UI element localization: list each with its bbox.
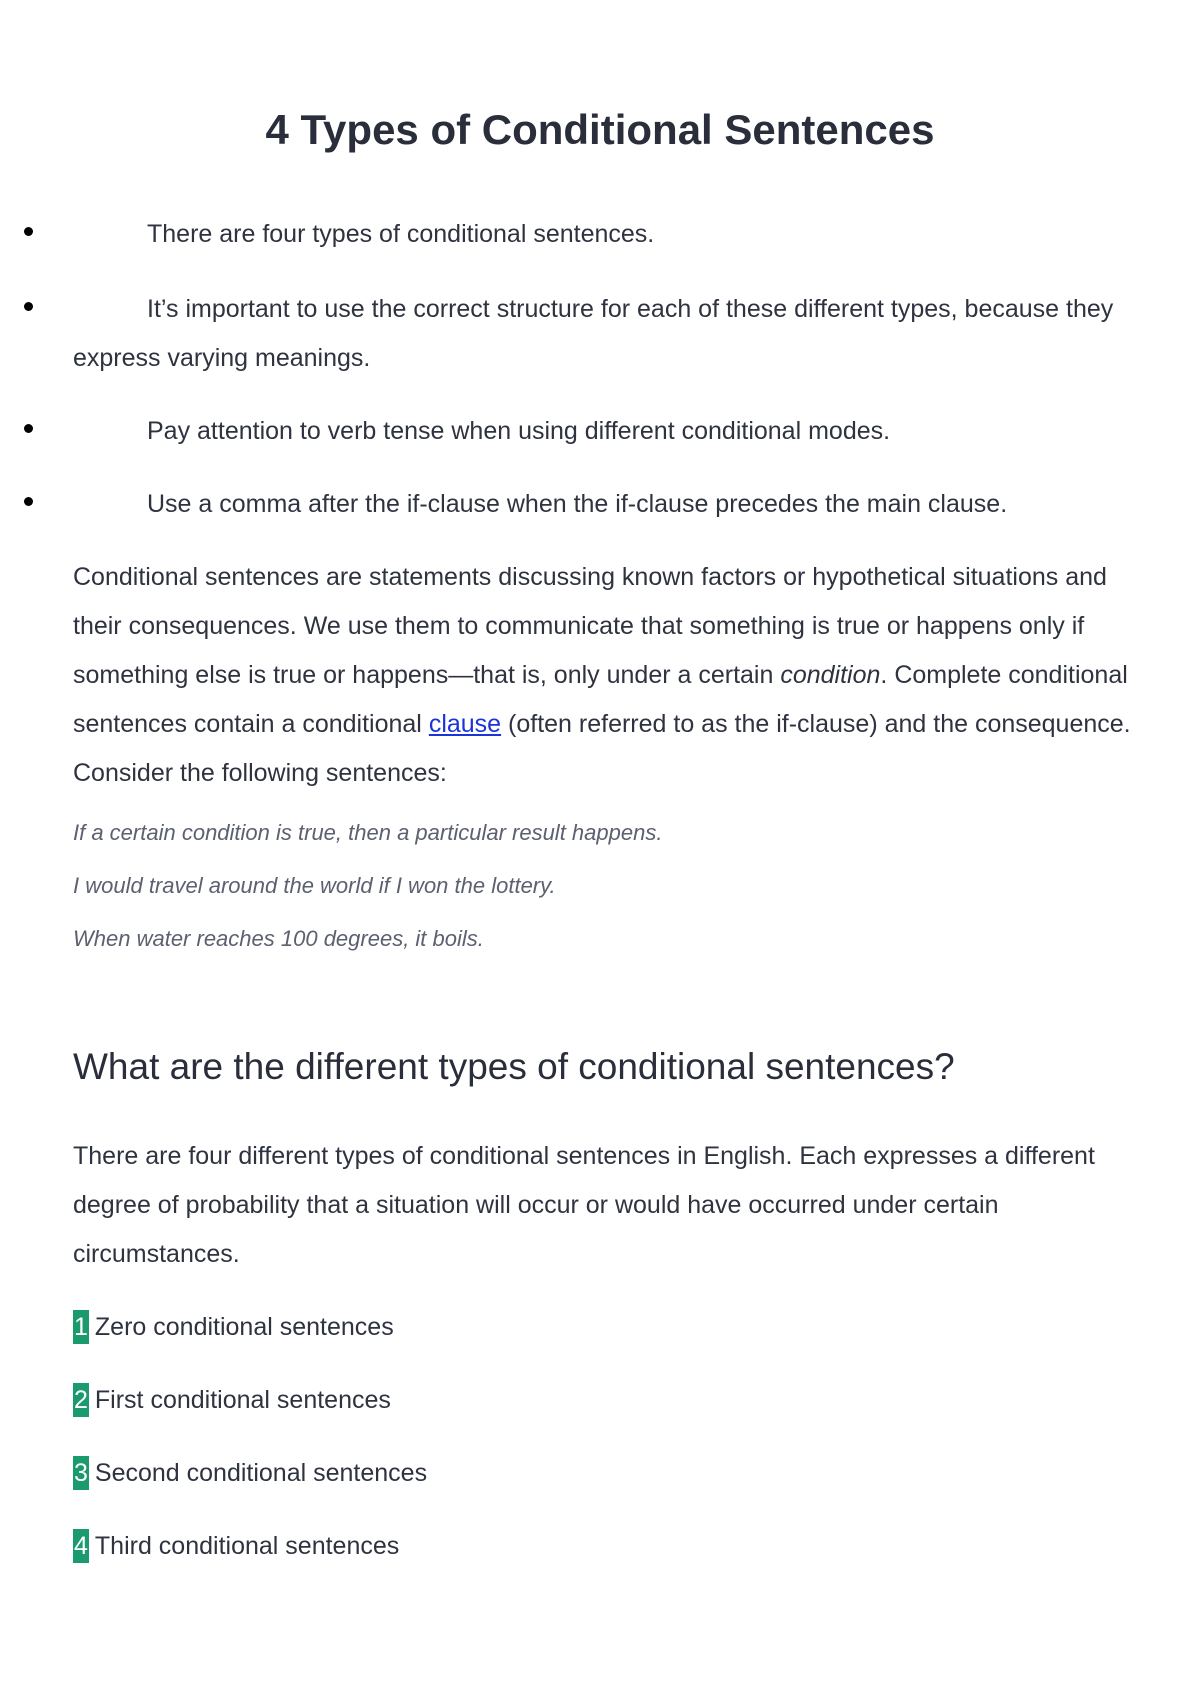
number-badge: 2: [73, 1383, 89, 1417]
number-badge: 4: [73, 1529, 89, 1563]
type-list-item: [73, 1529, 399, 1563]
type-list-item: [73, 1310, 394, 1344]
condition-emphasis: condition: [780, 661, 881, 689]
type-label: Third conditional sentences: [94, 1532, 400, 1560]
section-paragraph: There are four different types of conditional sentences in English. Each expresses a different degree of probability that a situation will occur or would have occurred under certain circumstances.: [73, 1142, 1095, 1268]
number-badge: 1: [73, 1310, 89, 1344]
bullet-text: There are four types of conditional sentences.: [147, 220, 655, 248]
bullet-text: It’s important to use the correct structure for each of these different types, because they express varying meanings.: [73, 295, 1114, 372]
example-sentence: When water reaches 100 degrees, it boils.: [73, 926, 484, 951]
type-label: Second conditional sentences: [94, 1459, 428, 1487]
number-badge: 3: [73, 1456, 89, 1490]
example-sentence: If a certain condition is true, then a particular result happens.: [73, 820, 663, 845]
bullet-dot-icon: [24, 302, 33, 311]
clause-link[interactable]: clause: [428, 710, 502, 738]
example-sentence: I would travel around the world if I won the lottery.: [73, 873, 556, 898]
bullet-text: Use a comma after the if-clause when the if-clause precedes the main clause.: [147, 490, 1008, 518]
bullet-dot-icon: [24, 497, 33, 506]
bullet-dot-icon: [24, 227, 33, 236]
type-label: Zero conditional sentences: [94, 1313, 394, 1341]
type-label: First conditional sentences: [94, 1386, 391, 1414]
intro-paragraph: [73, 553, 1148, 798]
page-title: 4 Types of Conditional Sentences: [265, 106, 935, 153]
type-list-item: [73, 1456, 427, 1490]
type-list-item: [73, 1383, 391, 1417]
bullet-dot-icon: [24, 424, 33, 433]
bullet-text: Pay attention to verb tense when using different conditional modes.: [147, 417, 891, 445]
section-heading: What are the different types of conditional sentences?: [73, 1046, 955, 1087]
intro-text: (often referred to as the if-clause) and the consequence. Consider the following sentences:: [73, 710, 1131, 787]
intro-text: Conditional sentences are statements discussing known factors or hypothetical situations and their consequences. We use them to communicate that something is true or happens only if something else is true or happens—that is, only under a certain: [73, 563, 1107, 689]
intro-text: . Complete conditional sentences contain a conditional: [73, 661, 1128, 738]
